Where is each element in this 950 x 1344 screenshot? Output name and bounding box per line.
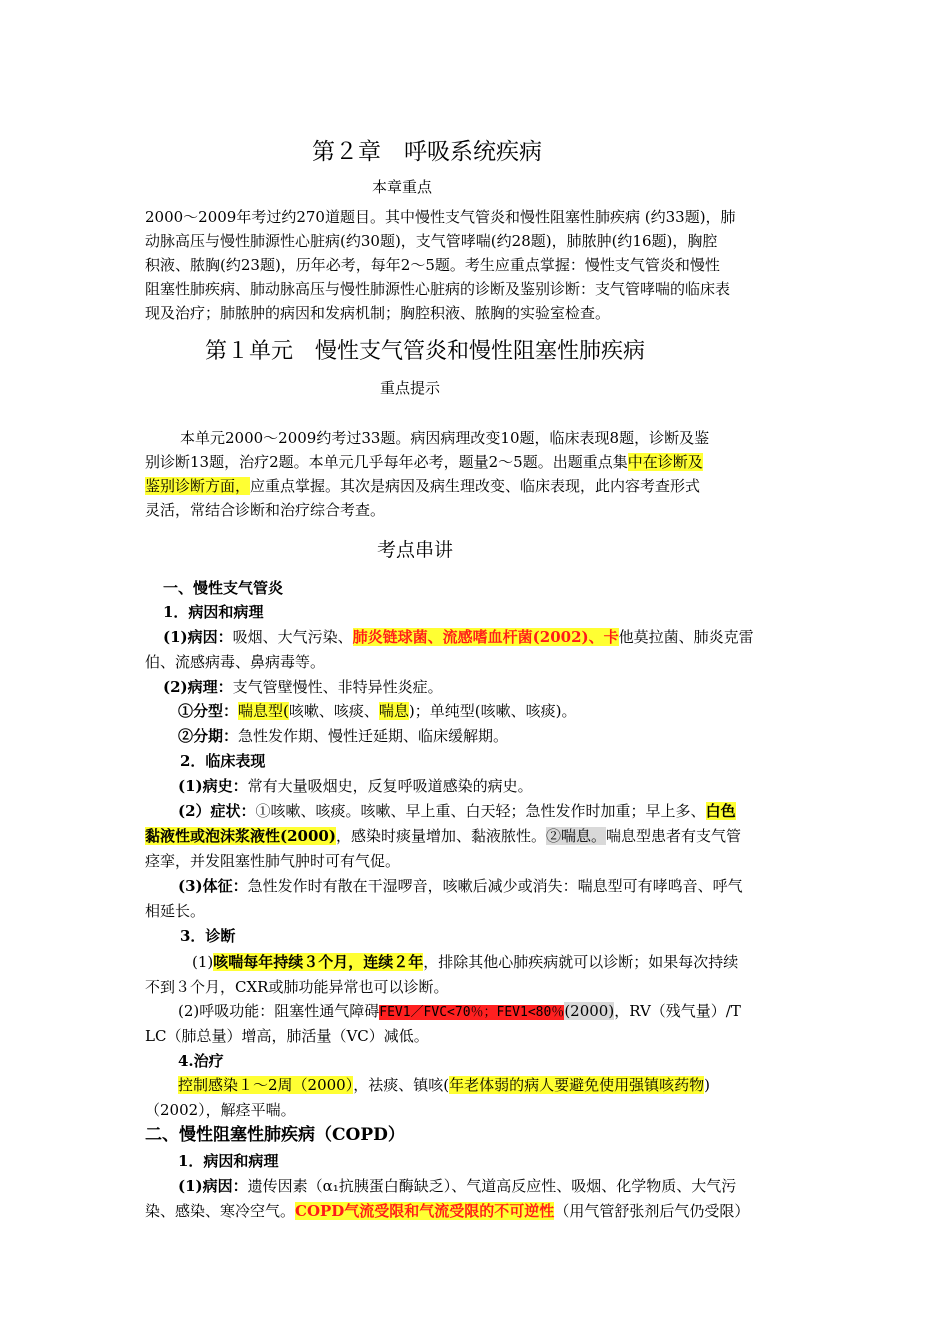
unit-tip-highlight: 中在诊断及 [627, 453, 703, 471]
type-text: 咳嗽、咳痰、 [288, 702, 379, 720]
stage-line [178, 725, 508, 747]
respiratory-label: (2)呼吸功能：阻塞性通气障碍 [178, 1002, 380, 1020]
cause-line [163, 626, 754, 648]
symptom-label: (2）症状： [178, 802, 256, 820]
unit-tip-line: 灵活，常结合诊断和治疗综合考查。 [145, 501, 386, 519]
symptom-gray: ②喘息。 [545, 827, 606, 845]
chapter-focus-label: 本章重点 [372, 178, 433, 196]
unit-title: 第１单元 慢性支气管炎和慢性阻塞性肺疾病 [205, 339, 646, 364]
subsection-heading: 2．临床表现 [180, 752, 266, 770]
history-line [178, 775, 533, 797]
sign-text: 急性发作时有散在干湿啰音，咳嗽后减少或消失：喘息型可有哮鸣音、呼气 [247, 877, 743, 895]
type-text: )；单纯型(咳嗽、咳痰)。 [408, 702, 577, 720]
respiratory-line [178, 1000, 741, 1024]
copd-cause-text: （用气管舒张剂后气仍受限） [554, 1202, 750, 1220]
cause-highlight: 肺炎链球菌、流感嗜血杆菌(2002)、卡 [352, 628, 619, 646]
stage-label: ②分期： [178, 727, 239, 745]
diagnosis-num: (1) [192, 953, 214, 971]
treatment-line [178, 1074, 710, 1096]
symptom-text: 喘息型患者有支气管 [605, 827, 741, 845]
symptom-line: 痉挛，并发阻塞性肺气肿时可有气促。 [145, 852, 401, 870]
subsection-heading: 1．病因和病理 [178, 1152, 279, 1170]
respiratory-text: ，RV（残气量）/T [614, 1002, 741, 1020]
sign-line: 相延长。 [145, 902, 206, 920]
chapter-focus-line: 动脉高压与慢性肺源性心脏病(约30题)，支气管哮喘(约28题)，肺脓肿(约16题)，胸腔 [145, 232, 718, 250]
symptom-highlight: 白色 [705, 802, 736, 820]
section-heading: 二、慢性阻塞性肺疾病（COPD） [145, 1125, 405, 1145]
unit-tip-label: 重点提示 [380, 379, 441, 397]
cause-text: 他莫拉菌、肺炎克雷 [618, 628, 754, 646]
diagnosis-text: ，排除其他心肺疾病就可以诊断；如果每次持续 [423, 953, 739, 971]
type-label: ①分型： [178, 702, 239, 720]
subsection-heading: 1．病因和病理 [163, 603, 264, 621]
history-text: 常有大量吸烟史，反复呼吸道感染的病史。 [247, 777, 533, 795]
symptom-text: ①咳嗽、咳痰。咳嗽、早上重、白天轻；急性发作时加重；早上多、 [255, 802, 706, 820]
copd-cause-highlight: COPD气流受限和气流受限的不可逆性 [295, 1202, 555, 1220]
type-highlight: 喘息型( [238, 702, 289, 720]
copd-cause-line [145, 1200, 749, 1222]
chapter-focus-line: 阻塞性肺疾病、肺动脉高压与慢性肺源性心脏病的诊断及鉴别诊断：支气管哮喘的临床表 [145, 280, 731, 298]
pathology-label: (2)病理： [163, 678, 233, 696]
history-label: (1)病史： [178, 777, 248, 795]
respiratory-line: LC（肺总量）增高，肺活量（VC）减低。 [145, 1027, 429, 1045]
symptom-text: ，感染时痰量增加、黏液脓性。 [335, 827, 546, 845]
diagnosis-highlight: 咳喘每年持续３个月，连续２年 [213, 953, 424, 971]
type-line [178, 700, 576, 722]
sign-line [178, 875, 743, 897]
diagnosis-line [192, 951, 738, 973]
chapter-focus-line: 现及治疗；肺脓肿的病因和发病机制；胸腔积液、脓胸的实验室检查。 [145, 304, 611, 322]
unit-tip-text: 应重点掌握。其次是病因及病生理改变、临床表现，此内容考查形式 [250, 477, 701, 495]
subsection-heading: 4.治疗 [178, 1052, 224, 1070]
pathology-line [163, 676, 443, 698]
stage-text: 急性发作期、慢性迁延期、临床缓解期。 [238, 727, 509, 745]
copd-cause-label: (1)病因： [178, 1177, 248, 1195]
copd-cause-text: 染、感染、寒冷空气。 [145, 1202, 296, 1220]
series-title: 考点串讲 [377, 539, 454, 561]
treatment-line: （2002），解痉平喘。 [145, 1101, 296, 1119]
copd-cause-text: 遗传因素（α₁抗胰蛋白酶缺乏）、气道高反应性、吸烟、化学物质、大气污 [247, 1177, 737, 1195]
symptom-line [145, 825, 741, 847]
cause-label: (1)病因： [163, 628, 233, 646]
unit-tip-line: 本单元2000～2009约考过33题。病因病理改变10题，临床表现8题，诊断及鉴 [180, 429, 710, 447]
diagnosis-line: 不到３个月，CXR或肺功能异常也可以诊断。 [145, 978, 449, 996]
treatment-text: ) [704, 1076, 710, 1094]
type-highlight: 喘息 [378, 702, 409, 720]
chapter-focus-line: 2000～2009年考过约270道题目。其中慢性支气管炎和慢性阻塞性肺疾病 (约33题)，肺 [145, 208, 736, 226]
treatment-highlight: 年老体弱的病人要避免使用强镇咳药物 [449, 1076, 705, 1094]
symptom-highlight: 黏液性或泡沫浆液性(2000) [145, 827, 336, 845]
copd-cause-line [178, 1175, 736, 1197]
unit-tip-line [145, 475, 700, 497]
unit-tip-text: 别诊断13题，治疗2题。本单元几乎每年必考，题量2～5题。出题重点集 [145, 453, 628, 471]
sign-label: (3)体征： [178, 877, 248, 895]
unit-tip-highlight: 鉴别诊断方面， [145, 477, 251, 495]
subsection-heading: 3．诊断 [180, 927, 236, 945]
unit-tip-line [145, 451, 703, 473]
pathology-text: 支气管壁慢性、非特异性炎症。 [232, 678, 443, 696]
cause-text: 吸烟、大气污染、 [232, 628, 353, 646]
respiratory-gray: (2000) [564, 1002, 615, 1020]
respiratory-highlight: FEV1／FVC<70％；FEV1<80％ [379, 1005, 565, 1020]
symptom-line [178, 800, 736, 822]
section-heading: 一、慢性支气管炎 [163, 579, 284, 597]
treatment-highlight: 控制感染１～2周（2000） [178, 1076, 354, 1094]
chapter-title: 第２章 呼吸系统疾病 [312, 139, 542, 165]
chapter-focus-line: 积液、脓胸(约23题)，历年必考，每年2～5题。考生应重点掌握：慢性支气管炎和慢性 [145, 256, 720, 274]
treatment-text: ，祛痰、镇咳( [353, 1076, 450, 1094]
cause-line: 伯、流感病毒、鼻病毒等。 [145, 653, 326, 671]
